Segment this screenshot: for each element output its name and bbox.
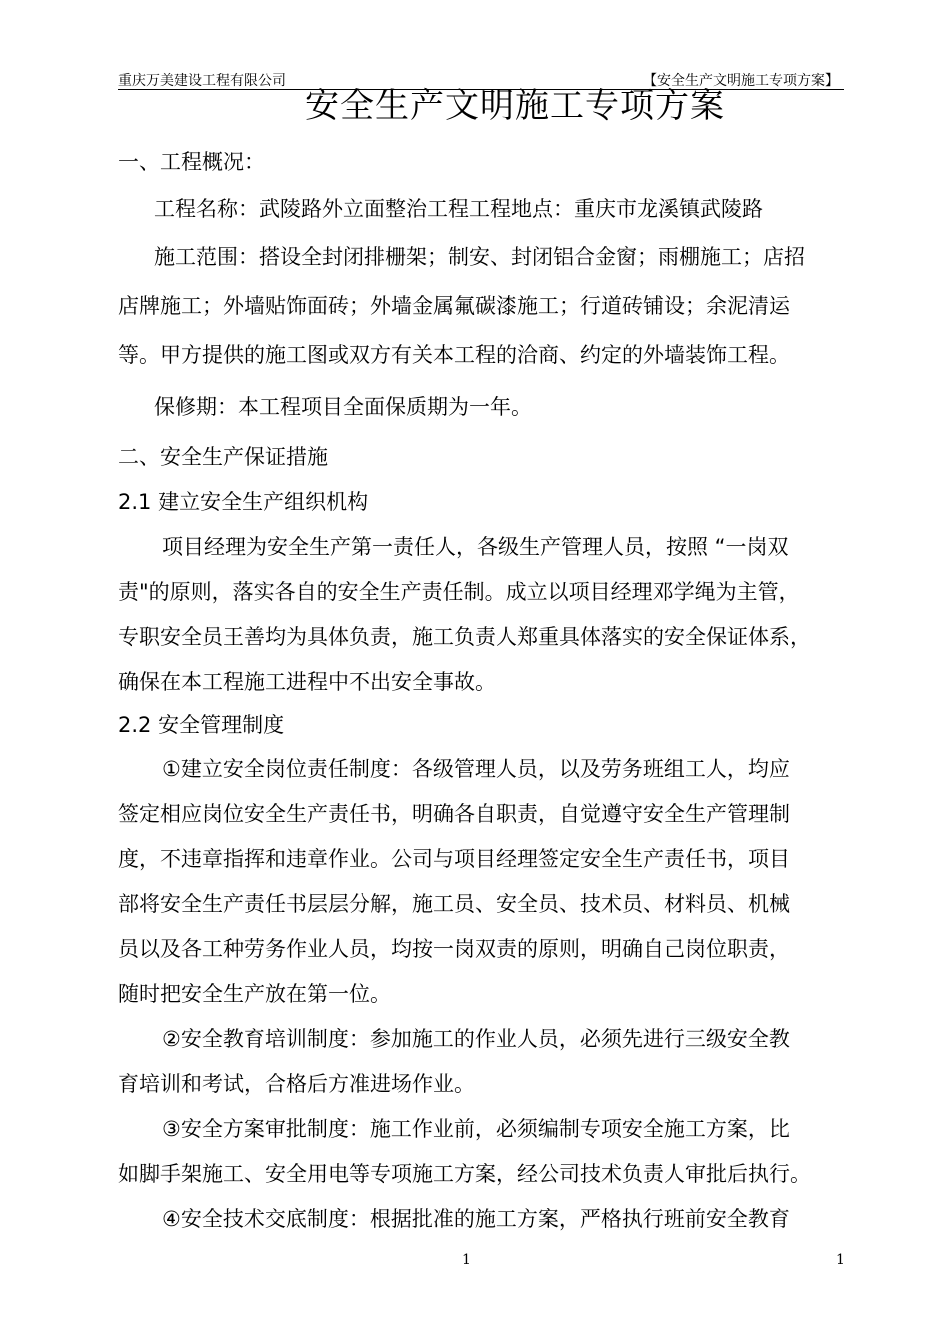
page-number-right: 1: [836, 1252, 845, 1268]
paragraph-line: 确保在本工程施工进程中不出安全事故。: [118, 670, 496, 694]
header-company: 重庆万美建设工程有限公司: [118, 73, 286, 89]
paragraph-line: 度，不违章指挥和违章作业。公司与项目经理签定安全生产责任书，项目: [118, 847, 790, 871]
page-number: 1: [462, 1252, 471, 1268]
paragraph-line: ④安全技术交底制度：根据批准的施工方案，严格执行班前安全教育: [162, 1207, 790, 1231]
paragraph-line: ②安全教育培训制度：参加施工的作业人员，必须先进行三级安全教: [162, 1027, 790, 1051]
paragraph-line: 责"的原则，落实各自的安全生产责任制。成立以项目经理邓学绳为主管，: [118, 580, 800, 604]
paragraph-line: 如脚手架施工、安全用电等专项施工方案，经公司技术负责人审批后执行。: [118, 1162, 811, 1186]
paragraph-line: 专职安全员王善均为具体负责，施工负责人郑重具体落实的安全保证体系，: [118, 625, 811, 649]
subsection-heading: 2.1 建立安全生产组织机构: [118, 490, 369, 514]
paragraph-line: 部将安全生产责任书层层分解，施工员、安全员、技术员、材料员、机械: [118, 892, 790, 916]
paragraph-line: 保修期：本工程项目全面保质期为一年。: [154, 395, 532, 419]
section-heading: 一、工程概况：: [118, 150, 265, 174]
section-heading: 二、安全生产保证措施: [118, 445, 328, 469]
paragraph-line: 随时把安全生产放在第一位。: [118, 982, 391, 1006]
paragraph-line: 店牌施工；外墙贴饰面砖；外墙金属氟碳漆施工；行道砖铺设；余泥清运: [118, 294, 790, 318]
document-title: 安全生产文明施工专项方案: [305, 86, 725, 126]
paragraph-line: 签定相应岗位安全生产责任书，明确各自职责，自觉遵守安全生产管理制: [118, 802, 790, 826]
paragraph-line: 施工范围：搭设全封闭排栅架；制安、封闭铝合金窗；雨棚施工；店招: [154, 245, 805, 269]
paragraph-line: ①建立安全岗位责任制度：各级管理人员，以及劳务班组工人，均应: [162, 757, 790, 781]
paragraph-line: 育培训和考试，合格后方准进场作业。: [118, 1072, 475, 1096]
header-doc-tag: 【安全生产文明施工专项方案】: [643, 73, 839, 89]
paragraph-line: 员以及各工种劳务作业人员，均按一岗双责的原则，明确自己岗位职责，: [118, 937, 790, 961]
paragraph-line: 工程名称：武陵路外立面整治工程工程地点：重庆市龙溪镇武陵路: [154, 197, 763, 221]
subsection-heading: 2.2 安全管理制度: [118, 713, 285, 737]
paragraph-line: ③安全方案审批制度：施工作业前，必须编制专项安全施工方案，比: [162, 1117, 790, 1141]
paragraph-line: 项目经理为安全生产第一责任人，各级生产管理人员，按照 “一岗双: [162, 535, 789, 559]
paragraph-line: 等。甲方提供的施工图或双方有关本工程的洽商、约定的外墙装饰工程。: [118, 343, 790, 367]
